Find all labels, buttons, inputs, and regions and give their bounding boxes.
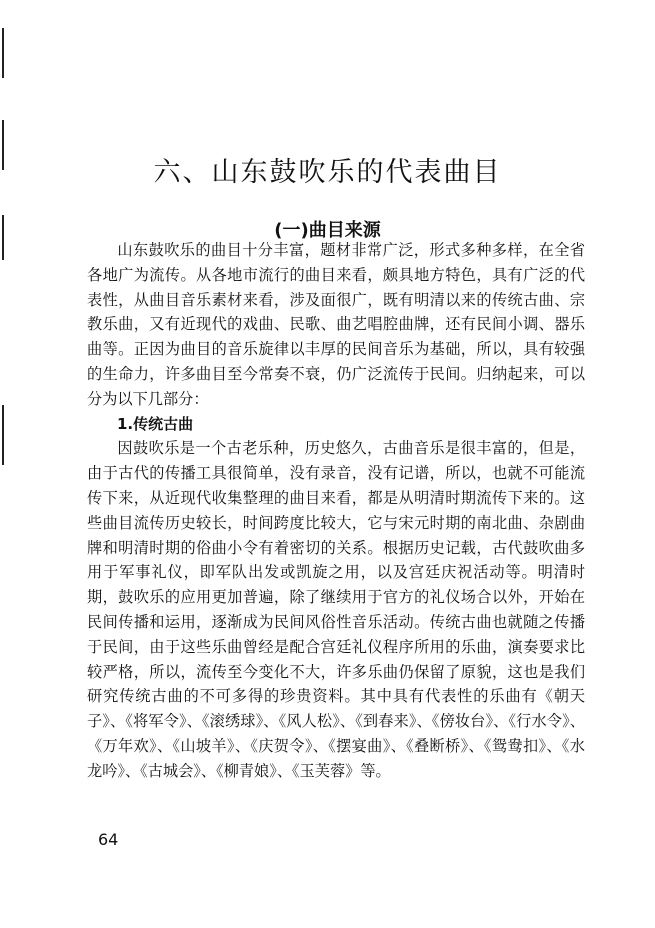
section-title: (一)曲目来源: [274, 219, 381, 241]
subheading-traditional-music: 1.传统古曲: [117, 414, 194, 433]
body-text: [87, 238, 585, 784]
paragraph-traditional: 因鼓吹乐是一个古老乐种，历史悠久，古曲音乐是很丰富的，但是，由于古代的传播工具很简单，没有录音，没有记谱，所以，也就不可能流传下来，从近现代收集整理的曲目来看，都是从明清时期流传下来的。这些曲目流传历史较长，时间跨度比较大，它与宋元时期的南北曲、杂剧曲牌和明清时期的俗曲小令有着密切的关系。根据历史记载，古代鼓吹曲多用于军事礼仪，即军队出发或凯旋之用，以及宫廷庆祝活动等。明清时期，鼓吹乐的应用更加普遍，除了继续用于官方的礼仪场合以外，开始在民间传播和运用，逐渐成为民间风俗性音乐活动。传统古曲也就随之传播于民间，由于这些乐曲曾经是配合宫廷礼仪程序所用的乐曲，演奏要求比较严格，所以，流传至今变化不大，许多乐曲仍保留了原貌，这也是我们研究传统古曲的不可多得的珍贵资料。其中具有代表性的乐曲有《朝天子》、《将军令》、《滚绣球》、《风人松》、《到春来》、《傍妆台》、《行水令》、《万年欢》、《山坡羊》、《庆贺令》、《摆宴曲》、《叠断桥》、《鸳鸯扣》、《水龙吟》、《古城会》、《柳青娘》、《玉芙蓉》等。: [87, 439, 585, 780]
scan-edge-mark: [2, 28, 4, 78]
chapter-title: 六、山东鼓吹乐的代表曲目: [153, 157, 502, 189]
paragraph-intro: 山东鼓吹乐的曲目十分丰富，题材非常广泛，形式多种多样，在全省各地广为流传。从各地市流行的曲目来看，颇具地方特色，具有广泛的代表性，从曲目音乐素材来看，涉及面很广，既有明清以来的传统古曲、宗教乐曲，又有近现代的戏曲、民歌、曲艺唱腔曲牌，还有民间小调、器乐曲等。正因为曲目的音乐旋律以丰厚的民间音乐为基础，所以，具有较强的生命力，许多曲目至今常奏不衰，仍广泛流传于民间。归纳起来，可以分为以下几部分：: [87, 241, 585, 408]
page-number: 64: [98, 830, 119, 849]
scan-edge-mark: [2, 405, 4, 465]
